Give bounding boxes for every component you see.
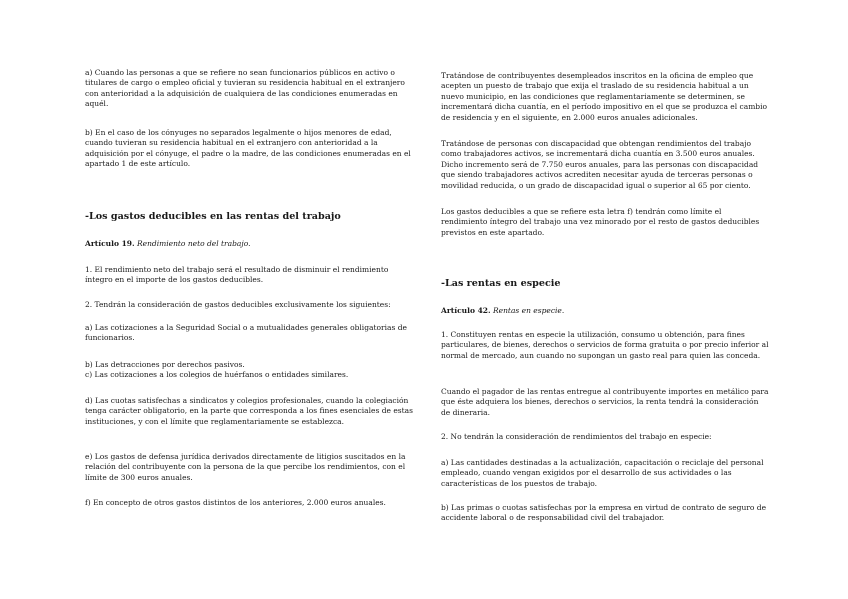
article-19-heading [85, 239, 413, 249]
article-42-number: Artículo 42. [441, 306, 491, 315]
paragraph-a-funcionarios: a) Cuando las personas a que se refiere no sean funcionarios públicos en activo o titulares de cargo o empleo oficial y tuvieran su residencia habitual en el extranjero con anterioridad a la adquisición de cualquiera de las condiciones enumeradas en aquél. [85, 68, 405, 109]
article-42-heading [441, 306, 769, 316]
paragraph-b-conyuges: b) En el caso de los cónyuges no separados legalmente o hijos menores de edad, cuando tuvieran su residencia habitual en el extranjero con anterioridad a la adquisición por el cónyuge, el padre o la madre, de las condiciones enumeradas en el apartado 1 de este artículo. [85, 128, 411, 169]
paragraph-1-rendimiento-neto: 1. El rendimiento neto del trabajo será el resultado de disminuir el rendimiento íntegro en el importe de los gastos deducibles. [85, 265, 389, 285]
article-19-title: Rendimiento neto del trabajo. [137, 239, 251, 248]
paragraph-a-cotizaciones: a) Las cotizaciones a la Seguridad Social o a mutualidades generales obligatorias de funcionarios. [85, 323, 407, 343]
paragraph-2-no-rendimientos: 2. No tendrán la consideración de rendimientos del trabajo en especie: [441, 432, 712, 441]
paragraph-b-detracciones: b) Las detracciones por derechos pasivos. [85, 360, 245, 369]
paragraph-2-gastos-deducibles: 2. Tendrán la consideración de gastos deducibles exclusivamente los siguientes: [85, 300, 391, 309]
paragraph-discapacidad: Tratándose de personas con discapacidad que obtengan rendimientos del trabajo como trabajadores activos, se incrementará dicha cuantía en 3.500 euros anuales. Dicho incremento será de 7.750 euros anuales, para las personas con discapacidad que siendo trabajadores activos acrediten necesitar ayuda de terceras personas o movilidad reducida, o un grado de discapacidad igual o superior al 65 por ciento. [441, 139, 759, 190]
paragraph-pagador-rentas: Cuando el pagador de las rentas entregue al contribuyente importes en metálico para que éste adquiera los bienes, derechos o servicios, la renta tendrá la consideración de dineraria. [441, 387, 769, 417]
section-heading-gastos-deducibles: -Los gastos deducibles en las rentas del trabajo [85, 211, 341, 222]
paragraph-desempleados: Tratándose de contribuyentes desempleados inscritos en la oficina de empleo que acepten un puesto de trabajo que exija el traslado de su residencia habitual a un nuevo municipio, en las condiciones que reglamentariamente se determinen, se incrementará dicha cuantía, en el período impositivo en el que se produzca el cambio de residencia y en el siguiente, en 2.000 euros anuales adicionales. [441, 71, 768, 122]
paragraph-b-primas-seguro: b) Las primas o cuotas satisfechas por la empresa en virtud de contrato de seguro de accidente laboral o de responsabilidad civil del trabajador. [441, 503, 767, 523]
article-19-number: Artículo 19. [85, 239, 135, 248]
section-heading-rentas-especie: -Las rentas en especie [441, 278, 561, 289]
paragraph-d-sindicatos: d) Las cuotas satisfechas a sindicatos y colegios profesionales, cuando la colegiación tenga carácter obligatorio, en la parte que corresponda a los fines esenciales de estas instituciones, y con el límite que reglamentariamente se establezca. [85, 396, 413, 426]
paragraph-c-colegios-huerfanos: c) Las cotizaciones a los colegios de huérfanos o entidades similares. [85, 370, 349, 379]
paragraph-limite-gastos: Los gastos deducibles a que se refiere esta letra f) tendrán como límite el rendimiento íntegro del trabajo una vez minorado por el resto de gastos deducibles previstos en este apartado. [441, 207, 760, 237]
paragraph-1-rentas-especie: 1. Constituyen rentas en especie la utilización, consumo u obtención, para fines particulares, de bienes, derechos o servicios de forma gratuita o por precio inferior al normal de mercado, aun cuando no supongan un gasto real para quien las conceda. [441, 330, 769, 360]
paragraph-e-defensa-juridica: e) Los gastos de defensa jurídica derivados directamente de litigios suscitados en la relación del contribuyente con la persona de la que percibe los rendimientos, con el límite de 300 euros anuales. [85, 452, 406, 482]
paragraph-f-otros-gastos: f) En concepto de otros gastos distintos de los anteriores, 2.000 euros anuales. [85, 498, 386, 507]
article-42-title: Rentas en especie. [493, 306, 565, 315]
paragraph-a-actualizacion: a) Las cantidades destinadas a la actualización, capacitación o reciclaje del personal empleado, cuando vengan exigidos por el desarrollo de sus actividades o las características de los puestos de trabajo. [441, 458, 764, 488]
